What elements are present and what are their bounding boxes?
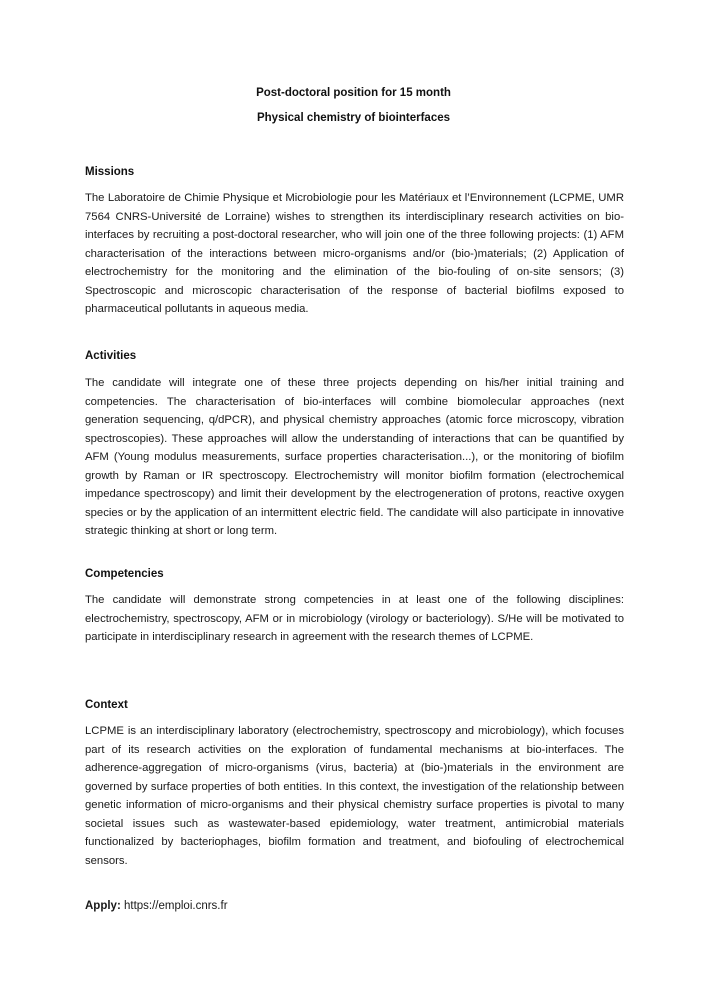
missions-heading: Missions [85, 166, 135, 178]
context-heading: Context [85, 699, 128, 711]
page-subtitle: Physical chemistry of biointerfaces [256, 112, 451, 124]
apply-line [85, 898, 228, 914]
context-paragraph: LCPME is an interdisciplinary laboratory (electrochemistry, spectroscopy and microbiology), which focuses part of its research activities on the exploration of fundamental mechanisms at bio-interfaces. The adherence-aggregation of micro-organisms (virus, bacteria) at (bio-)materials in the environment are governed by surface properties of both entities. In this context, the investigation of the relationship between genetic information of micro-organisms and their physical chemistry surface properties is pivotal to many societal issues such as wastewater-based epidemiology, water treatment, antimicrobial materials functionalized by bacteriophages, biofilm formation and treatment, and biofouling of electrochemical sensors. [85, 725, 624, 867]
competencies-paragraph: The candidate will demonstrate strong competencies in at least one of the following disciplines: electrochemistry, spectroscopy, AFM or in microbiology (virology or bacteriology). S/He will be motivated to participate in interdisciplinary research in agreement with the research themes of LCPME. [85, 594, 624, 643]
missions-paragraph: The Laboratoire de Chimie Physique et Microbiologie pour les Matériaux et l’Environnement (LCPME, UMR 7564 CNRS-Université de Lorraine) wishes to strengthen its interdisciplinary research activities on bio-interfaces by recruiting a post-doctoral researcher, who will join one of the three following projects: (1) AFM characterisation of the interactions between micro-organisms and/or (bio-)materials; (2) Application of electrochemistry for the monitoring and the elimination of the bio-fouling of on-site sensors; (3) Spectroscopic and microscopic characterisation of the response of bacterial biofilms exposed to pharmaceutical pollutants in aqueous media. [85, 192, 624, 315]
apply-url[interactable]: https://emploi.cnrs.fr [123, 900, 228, 912]
competencies-heading: Competencies [85, 568, 164, 580]
page-title: Post-doctoral position for 15 month [256, 87, 451, 99]
activities-paragraph: The candidate will integrate one of these three projects depending on his/her initial training and competencies. The characterisation of bio-interfaces will combine biomolecular approaches (next generation sequencing, q/dPCR), and physical chemistry approaches (atomic force microscopy, vibration spectroscopies). These approaches will allow the understanding of interactions that can be quantified by AFM (Young modulus measurements, surface properties characterisation...), or the monitoring of biofilm growth by Raman or IR spectroscopy. Electrochemistry will monitor biofilm formation (electrochemical impedance spectroscopy) and limit their development by the electrogeneration of protons, reactive oxygen species or by the application of an intermittent electric field. The candidate will also participate in innovative strategic thinking at short or long term. [85, 377, 624, 537]
activities-heading: Activities [85, 350, 137, 362]
apply-label: Apply: [85, 900, 121, 912]
